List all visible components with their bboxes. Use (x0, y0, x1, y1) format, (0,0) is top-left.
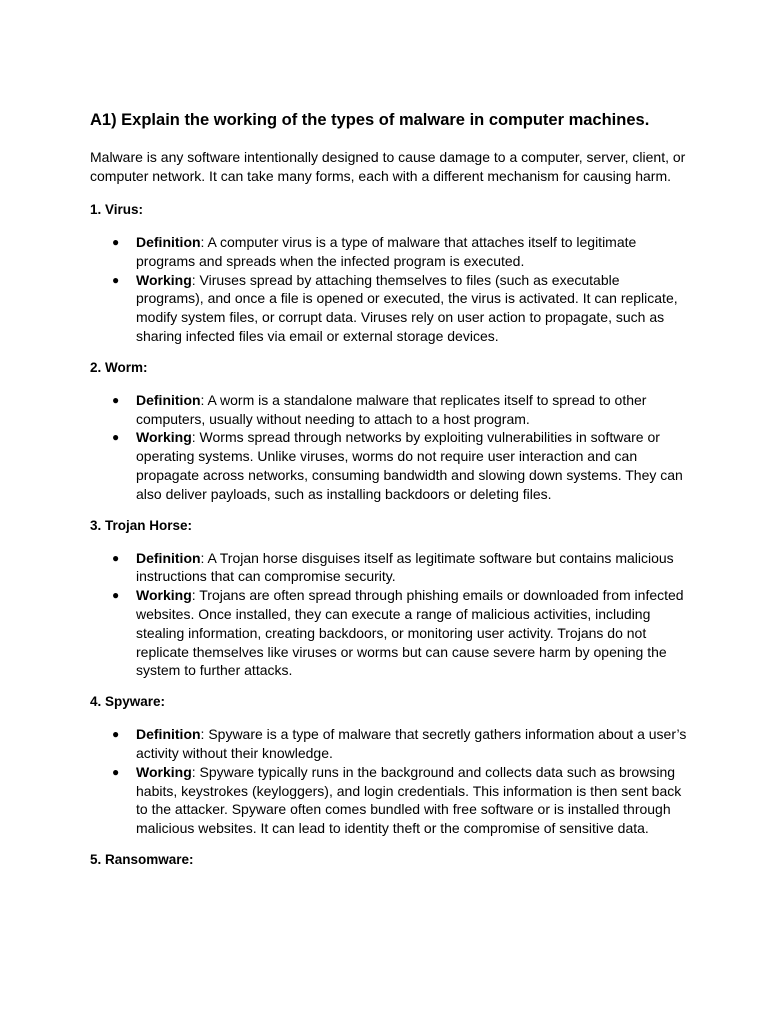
bullet-icon: ● (112, 550, 120, 565)
item-label: Working (136, 271, 192, 288)
item-text: : A computer virus is a type of malware that attaches itself to legitimate programs and spreads when the infected program is executed. (136, 234, 637, 269)
question-heading: A1) Explain the working of the types of malware in computer machines. (90, 111, 650, 129)
item-text: : Worms spread through networks by exploiting vulnerabilities in software or operating systems. Unlike viruses, worms do not require user interaction and can propagate across networks, consuming bandwidth and slowing down systems. They can also deliver payloads, such as installing backdoors or deleting files. (136, 429, 683, 502)
malware-section (90, 517, 690, 681)
item-label: Definition (136, 549, 201, 566)
malware-section (90, 201, 690, 346)
list-item (90, 549, 690, 587)
item-label: Definition (136, 391, 201, 408)
list-item (90, 763, 690, 838)
section-title: 1. Virus: (90, 202, 144, 217)
section-title: 3. Trojan Horse: (90, 517, 193, 533)
item-label: Definition (136, 234, 201, 250)
item-label: Working (136, 763, 192, 780)
item-text: : Viruses spread by attaching themselves to files (such as executable programs), and once a file is opened or executed, the virus is activated. It can replicate, modify system files, or corrupt data. Viruses rely on user action to propagate, such as sharing infected files via email or external storage devices. (136, 271, 678, 344)
section-title: 5. Ransomware: (90, 851, 194, 867)
bullet-icon: ● (112, 272, 120, 287)
item-text: : A Trojan horse disguises itself as legitimate software but contains malicious instructions that can compromise security. (136, 549, 674, 585)
bullet-icon: ● (112, 235, 120, 249)
bullet-list (90, 725, 690, 838)
item-text: : A worm is a standalone malware that replicates itself to spread to other computers, usually without needing to attach to a host program. (136, 391, 647, 427)
list-item (90, 586, 690, 680)
list-item (90, 428, 690, 503)
list-item (90, 271, 690, 346)
list-item (90, 233, 690, 271)
item-text: : Spyware typically runs in the background and collects data such as browsing habits, keystrokes (keyloggers), and login credentials. This information is then sent back to the attacker. Spyware often comes bundled with free software or is installed through malicious websites. It can lead to identity theft or the compromise of sensitive data. (136, 763, 682, 837)
malware-section (90, 851, 690, 869)
malware-section (90, 693, 690, 838)
bullet-icon: ● (112, 392, 120, 407)
malware-sections (90, 201, 690, 869)
item-label: Definition (136, 726, 201, 743)
bullet-list (90, 549, 690, 681)
bullet-list (90, 233, 690, 346)
bullet-icon: ● (112, 588, 120, 603)
list-item (90, 391, 690, 429)
section-title: 4. Spyware: (90, 694, 166, 710)
item-text: : Trojans are often spread through phishing emails or downloaded from infected websites. Once installed, they can execute a range of malicious activities, including stealing information, creating backdoors, or monitoring user activity. Trojans do not replicate themselves like viruses or worms but can cause severe harm by opening the system to further attacks. (136, 587, 684, 679)
bullet-list (90, 391, 690, 504)
document-body (90, 108, 690, 883)
item-label: Working (136, 429, 192, 446)
malware-section (90, 359, 690, 504)
bullet-icon: ● (112, 430, 120, 445)
item-label: Working (136, 587, 192, 604)
section-title: 2. Worm: (90, 359, 148, 375)
list-item (90, 725, 690, 763)
bullet-icon: ● (112, 764, 120, 779)
item-text: : Spyware is a type of malware that secretly gathers information about a user’s activity without their knowledge. (136, 726, 687, 761)
bullet-icon: ● (112, 727, 120, 742)
intro-paragraph: Malware is any software intentionally designed to cause damage to a computer, server, client, or computer network. It can take many forms, each with a different mechanism for causing harm. (90, 149, 686, 184)
